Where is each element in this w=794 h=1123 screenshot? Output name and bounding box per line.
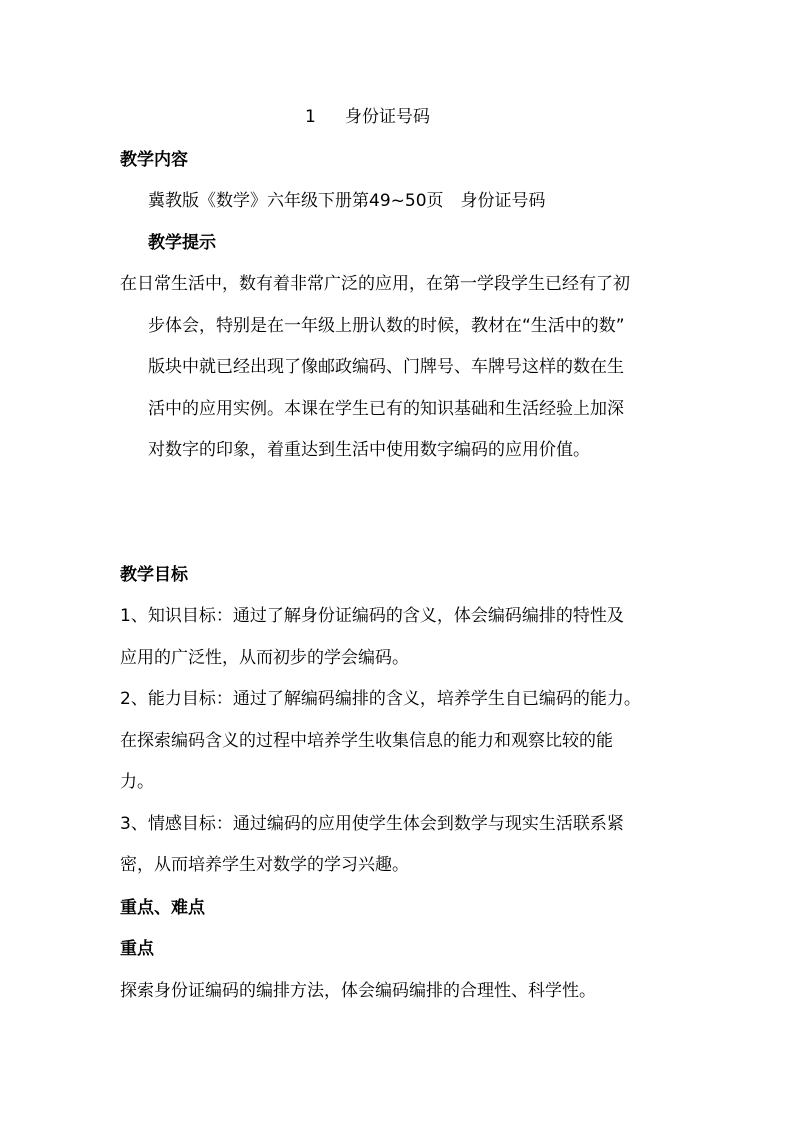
- heading-teaching-content: 教学内容: [120, 150, 188, 170]
- title-text: 身份证号码: [345, 107, 430, 127]
- goal-line: 3、情感目标：通过编码的应用使学生体会到数学与现实生活联系紧: [120, 814, 624, 834]
- goal-line: 应用的广泛性，从而初步的学会编码。: [120, 648, 409, 668]
- hint-line: 步体会，特别是在一年级上册认数的时候，教材在“生活中的数”: [148, 316, 625, 336]
- heading-teaching-goals: 教学目标: [120, 565, 188, 585]
- hint-line: 对数字的印象，着重达到生活中使用数字编码的应用价值。: [148, 440, 590, 460]
- goal-line: 在探索编码含义的过程中培养学生收集信息的能力和观察比较的能: [120, 731, 613, 751]
- goal-line: 力。: [120, 772, 154, 792]
- key-point-line: 探索身份证编码的编排方法，体会编码编排的合理性、科学性。: [120, 981, 596, 1001]
- goal-line: 密，从而培养学生对数学的学习兴趣。: [120, 855, 409, 875]
- document-title: [305, 106, 430, 128]
- heading-key-difficult-points: 重点、难点: [120, 898, 205, 918]
- heading-teaching-hint: 教学提示: [148, 233, 216, 253]
- heading-key-points: 重点: [120, 939, 154, 959]
- hint-line: 版块中就已经出现了像邮政编码、门牌号、车牌号这样的数在生: [148, 357, 624, 377]
- hint-line: 活中的应用实例。本课在学生已有的知识基础和生活经验上加深: [148, 399, 624, 419]
- goal-line: 1、知识目标：通过了解身份证编码的含义，体会编码编排的特性及: [120, 606, 624, 626]
- hint-line: 在日常生活中，数有着非常广泛的应用，在第一学段学生已经有了初: [120, 274, 630, 294]
- goal-line: 2、能力目标：通过了解编码编排的含义，培养学生自已编码的能力。: [120, 689, 641, 709]
- content-line: 冀教版《数学》六年级下册第49~50页 身份证号码: [148, 191, 546, 211]
- title-number: 1: [305, 107, 316, 127]
